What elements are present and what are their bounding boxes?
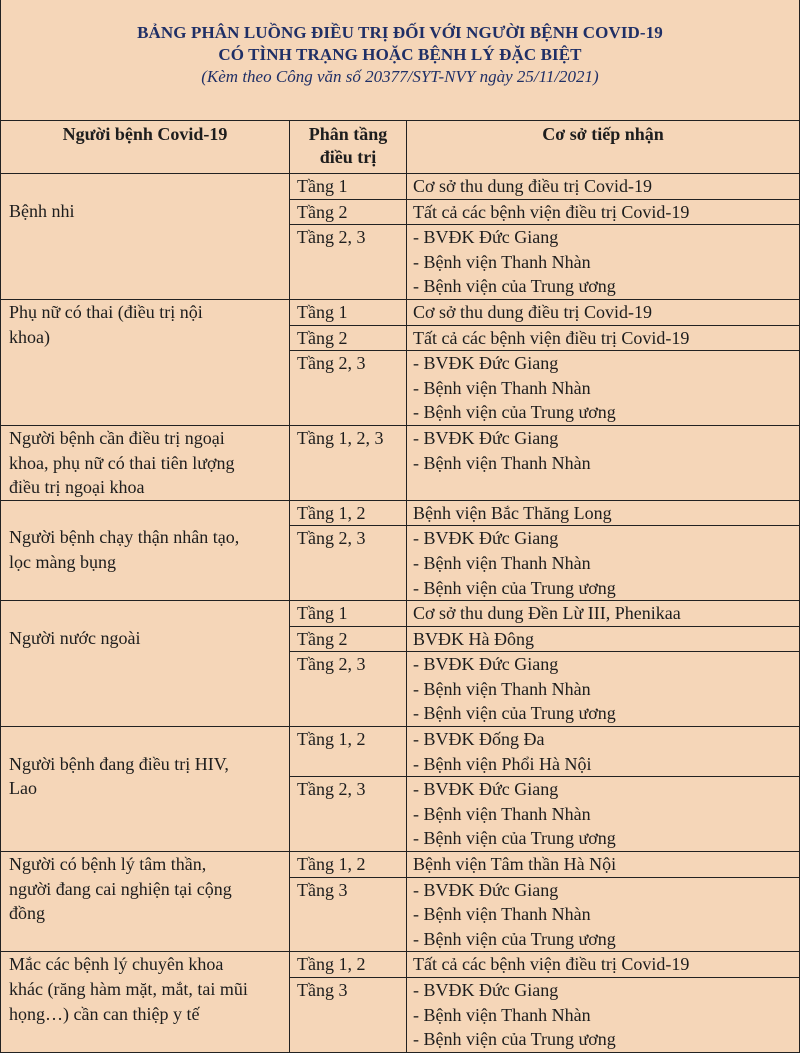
tier-cell <box>290 777 407 852</box>
facility-cell <box>407 652 800 727</box>
tier-cell <box>290 601 407 627</box>
tier-cell <box>290 299 407 325</box>
facility-cell <box>407 299 800 325</box>
tier-cell <box>290 199 407 225</box>
patient-group-text: đồng <box>9 903 45 924</box>
facility-text: - BVĐK Đống Đa <box>413 729 545 750</box>
tier-cell <box>290 225 407 300</box>
patient-group-text <box>9 501 281 526</box>
patient-group-cell <box>1 727 290 852</box>
tier-text: Tầng 3 <box>297 980 348 1000</box>
tier-text: Tầng 3 <box>297 879 348 900</box>
facility-text: - Bệnh viện của Trung ương <box>413 577 616 598</box>
tier-cell <box>290 500 407 526</box>
tier-text: Tầng 1, 2 <box>297 854 366 875</box>
facility-text: - Bệnh viện của Trung ương <box>413 1029 616 1050</box>
subtitle: (Kèm theo Công văn số 20377/SYT-NVY ngày 25/11/2021) <box>201 67 599 86</box>
facility-text: - Bệnh viện Thanh Nhàn <box>413 1004 591 1025</box>
table-header-row <box>1 121 800 174</box>
patient-group-cell <box>1 601 290 727</box>
facility-cell <box>407 777 800 852</box>
table-row <box>1 299 800 325</box>
facility-text: Bệnh viện Tâm thần Hà Nội <box>413 854 617 875</box>
facility-text: Tất cả các bệnh viện điều trị Covid-19 <box>413 201 690 222</box>
facility-text: Bệnh viện Bắc Thăng Long <box>413 502 612 523</box>
patient-group-text: điều trị ngoại khoa <box>9 477 145 498</box>
facility-cell <box>407 978 800 1053</box>
table-row <box>1 727 800 777</box>
patient-group-cell <box>1 425 290 500</box>
facility-cell <box>407 199 800 225</box>
facility-text: - Bệnh viện Thanh Nhàn <box>413 678 591 699</box>
table-row <box>1 601 800 627</box>
facility-text: - Bệnh viện của Trung ương <box>413 928 616 949</box>
tier-cell <box>290 626 407 652</box>
tier-text: Tầng 2, 3 <box>297 654 366 675</box>
facility-text <box>413 475 791 500</box>
patient-group-text <box>9 727 281 752</box>
facility-text: - BVĐK Đức Giang <box>413 427 559 448</box>
table-row <box>1 500 800 526</box>
tier-cell <box>290 877 407 952</box>
facility-text: - Bệnh viện Thanh Nhàn <box>413 803 591 824</box>
patient-group-text: khoa) <box>9 326 50 347</box>
facility-cell <box>407 952 800 978</box>
tier-text: Tầng 2, 3 <box>297 779 366 800</box>
tier-text: Tầng 1 <box>297 603 348 624</box>
tier-cell <box>290 652 407 727</box>
facility-cell <box>407 351 800 426</box>
patient-group-cell <box>1 952 290 1052</box>
tier-cell <box>290 425 407 500</box>
facility-text: Tất cả các bệnh viện điều trị Covid-19 <box>413 327 690 348</box>
facility-text: - Bệnh viện Phổi Hà Nội <box>413 753 592 774</box>
facility-cell <box>407 325 800 351</box>
tier-cell <box>290 978 407 1053</box>
facility-text: - Bệnh viện Thanh Nhàn <box>413 452 591 473</box>
facility-text: - Bệnh viện của Trung ương <box>413 703 616 724</box>
header-facility: Cơ sở tiếp nhận <box>407 121 800 174</box>
title-line-2: CÓ TÌNH TRẠNG HOẶC BỆNH LÝ ĐẶC BIỆT <box>218 45 582 64</box>
facility-text: - Bệnh viện của Trung ương <box>413 276 616 297</box>
facility-text: Cơ sở thu dung Đền Lừ III, Phenikaa <box>413 603 681 624</box>
patient-group-text <box>9 601 281 626</box>
facility-text: - Bệnh viện Thanh Nhàn <box>413 552 591 573</box>
facility-text: Cơ sở thu dung điều trị Covid-19 <box>413 176 653 196</box>
table-row <box>1 425 800 500</box>
facility-cell <box>407 500 800 526</box>
patient-group-text: Người bệnh đang điều trị HIV, <box>9 753 229 774</box>
facility-text: Cơ sở thu dung điều trị Covid-19 <box>413 301 653 322</box>
tier-cell <box>290 325 407 351</box>
patient-group-text: lọc màng bụng <box>9 551 116 572</box>
tier-text: Tầng 1, 2 <box>297 729 366 750</box>
facility-text: - Bệnh viện của Trung ương <box>413 402 616 423</box>
facility-cell <box>407 601 800 627</box>
header-patient: Người bệnh Covid-19 <box>1 121 290 174</box>
patient-group-text <box>9 174 281 199</box>
patient-group-text: Người bệnh chạy thận nhân tạo, <box>9 527 240 548</box>
tier-text: Tầng 2 <box>297 201 348 222</box>
patient-group-text: Phụ nữ có thai (điều trị nội <box>9 301 203 322</box>
patient-group-text: Mắc các bệnh lý chuyên khoa <box>9 954 224 975</box>
facility-text: - BVĐK Đức Giang <box>413 779 559 800</box>
tier-text: Tầng 2, 3 <box>297 353 366 374</box>
facility-cell <box>407 174 800 200</box>
patient-group-text: Bệnh nhi <box>9 200 75 221</box>
tier-text: Tầng 1, 2 <box>297 502 366 523</box>
patient-group-text: người đang cai nghiện tại cộng <box>9 878 232 899</box>
tier-text: Tầng 1 <box>297 301 348 322</box>
tier-text: Tầng 2, 3 <box>297 528 366 549</box>
triage-table <box>0 120 800 1053</box>
table-row <box>1 174 800 200</box>
facility-text: - BVĐK Đức Giang <box>413 980 559 1000</box>
patient-group-text: Lao <box>9 778 37 799</box>
patient-group-text: khác (răng hàm mặt, mắt, tai mũi <box>9 979 248 999</box>
facility-cell <box>407 526 800 601</box>
title-line-1: BẢNG PHÂN LUỒNG ĐIỀU TRỊ ĐỐI VỚI NGƯỜI BỆNH COVID-19 <box>137 23 663 42</box>
tier-cell <box>290 351 407 426</box>
tier-text: Tầng 1, 2 <box>297 954 366 975</box>
patient-group-cell <box>1 174 290 300</box>
tier-cell <box>290 952 407 978</box>
table-row <box>1 852 800 878</box>
facility-text: - BVĐK Đức Giang <box>413 227 559 248</box>
facility-text: - Bệnh viện Thanh Nhàn <box>413 904 591 925</box>
patient-group-text: Người nước ngoài <box>9 627 141 648</box>
patient-group-cell <box>1 852 290 952</box>
patient-group-cell <box>1 299 290 425</box>
facility-cell <box>407 225 800 300</box>
tier-text: Tầng 1, 2, 3 <box>297 427 384 448</box>
facility-cell <box>407 877 800 952</box>
facility-text: - BVĐK Đức Giang <box>413 879 559 900</box>
tier-text: Tầng 2 <box>297 628 348 649</box>
facility-text: Tất cả các bệnh viện điều trị Covid-19 <box>413 954 690 975</box>
facility-text: - Bệnh viện của Trung ương <box>413 828 616 849</box>
facility-cell <box>407 852 800 878</box>
facility-cell <box>407 727 800 777</box>
facility-cell <box>407 425 800 500</box>
tier-text: Tầng 2, 3 <box>297 227 366 248</box>
facility-text: - Bệnh viện Thanh Nhàn <box>413 251 591 272</box>
table-body <box>1 174 800 1053</box>
facility-text: - BVĐK Đức Giang <box>413 528 559 549</box>
facility-text: - BVĐK Đức Giang <box>413 654 559 675</box>
facility-cell <box>407 626 800 652</box>
patient-group-text: họng…) cần can thiệp y tế <box>9 1003 200 1024</box>
patient-group-text: Người có bệnh lý tâm thần, <box>9 854 207 875</box>
patient-group-cell <box>1 500 290 600</box>
header-tier: Phân tầng điều trị <box>290 121 407 174</box>
tier-cell <box>290 174 407 200</box>
facility-text: - Bệnh viện Thanh Nhàn <box>413 377 591 398</box>
tier-text: Tầng 2 <box>297 327 348 348</box>
tier-text: Tầng 1 <box>297 176 348 196</box>
tier-cell <box>290 852 407 878</box>
tier-cell <box>290 526 407 601</box>
table-row <box>1 952 800 978</box>
patient-group-text: Người bệnh cần điều trị ngoại <box>9 427 225 448</box>
facility-text: BVĐK Hà Đông <box>413 628 534 649</box>
tier-cell <box>290 727 407 777</box>
patient-group-text: khoa, phụ nữ có thai tiên lượng <box>9 452 235 473</box>
facility-text: - BVĐK Đức Giang <box>413 353 559 374</box>
document-header <box>0 0 800 120</box>
